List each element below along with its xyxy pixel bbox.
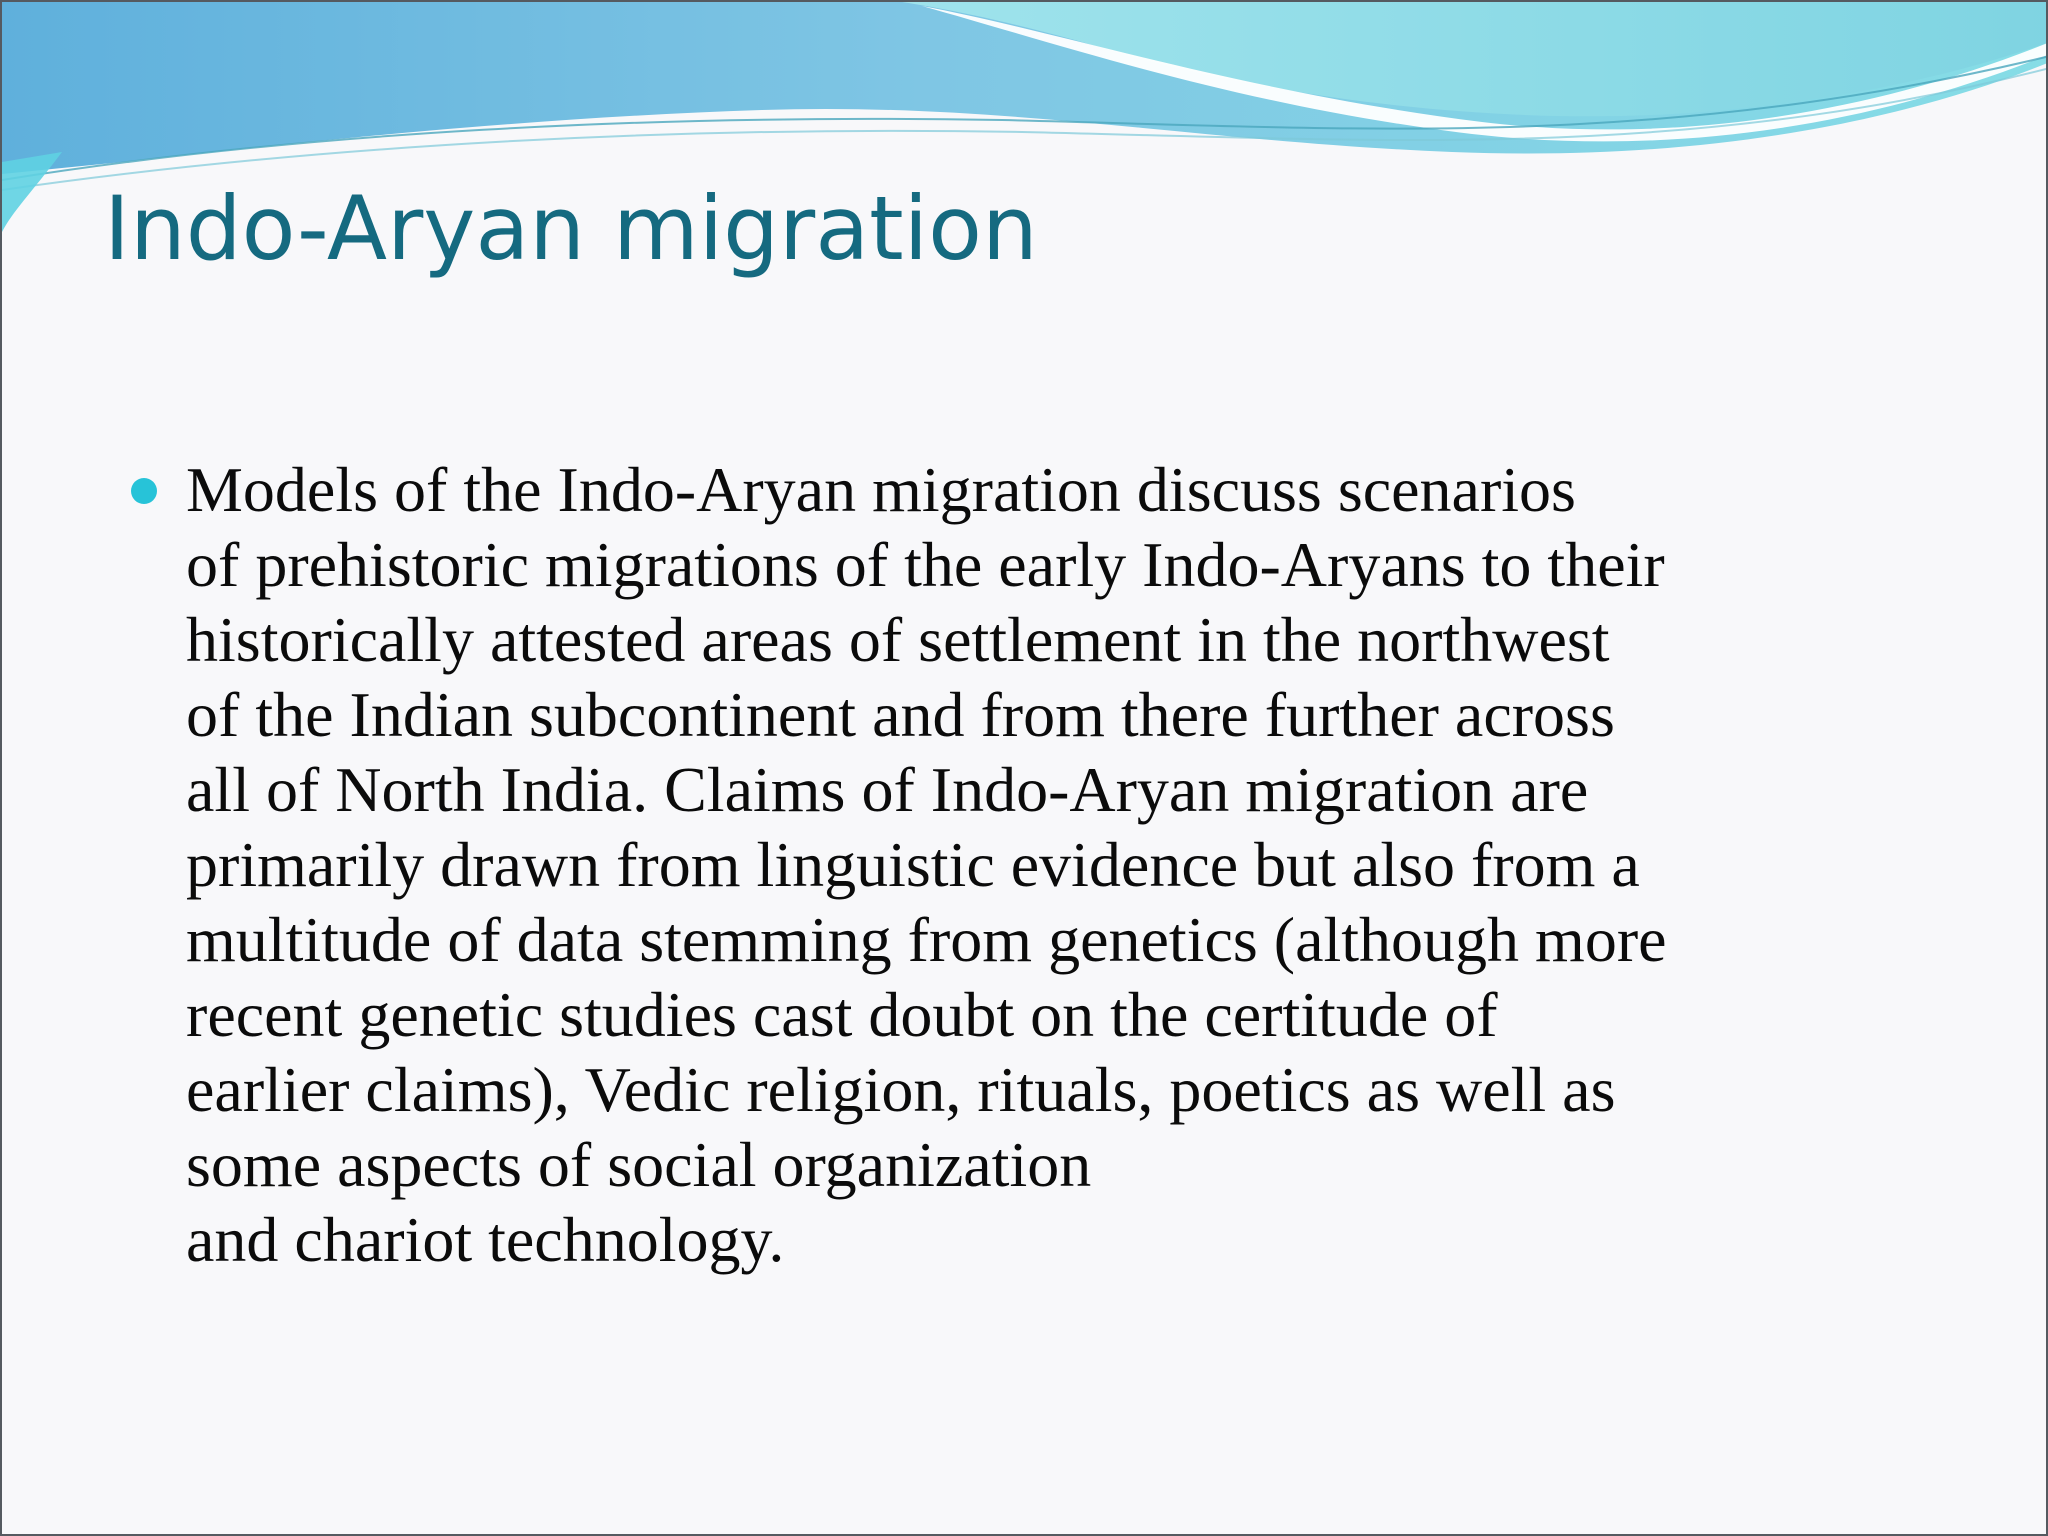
bullet-text-line: of the Indian subcontinent and from there further across: [186, 679, 1615, 750]
bullet-text-line: Models of the Indo-Aryan migration discuss scenarios: [186, 454, 1576, 525]
bullet-text-line: earlier claims), Vedic religion, rituals, poetics as well as: [186, 1054, 1616, 1125]
bullet-text-line: some aspects of social organization: [186, 1129, 1092, 1200]
bullet-text-line: and chariot technology.: [186, 1204, 785, 1275]
bullet-text-line: recent genetic studies cast doubt on the certitude of: [186, 979, 1498, 1050]
bullet-text-line: historically attested areas of settlement in the northwest: [186, 604, 1610, 675]
bullet-text-line: of prehistoric migrations of the early Indo-Aryans to their: [186, 529, 1665, 600]
bullet-text-line: primarily drawn from linguistic evidence but also from a: [186, 829, 1640, 900]
bullet-text-line: all of North India. Claims of Indo-Aryan migration are: [186, 754, 1589, 825]
bullet-list: [128, 452, 2008, 1277]
bullet-item: [128, 452, 2008, 1277]
slide-title: Indo-Aryan migration: [104, 177, 1038, 280]
bullet-dot-icon: [131, 478, 157, 504]
bullet-text-line: multitude of data stemming from genetics (although more: [186, 904, 1667, 975]
